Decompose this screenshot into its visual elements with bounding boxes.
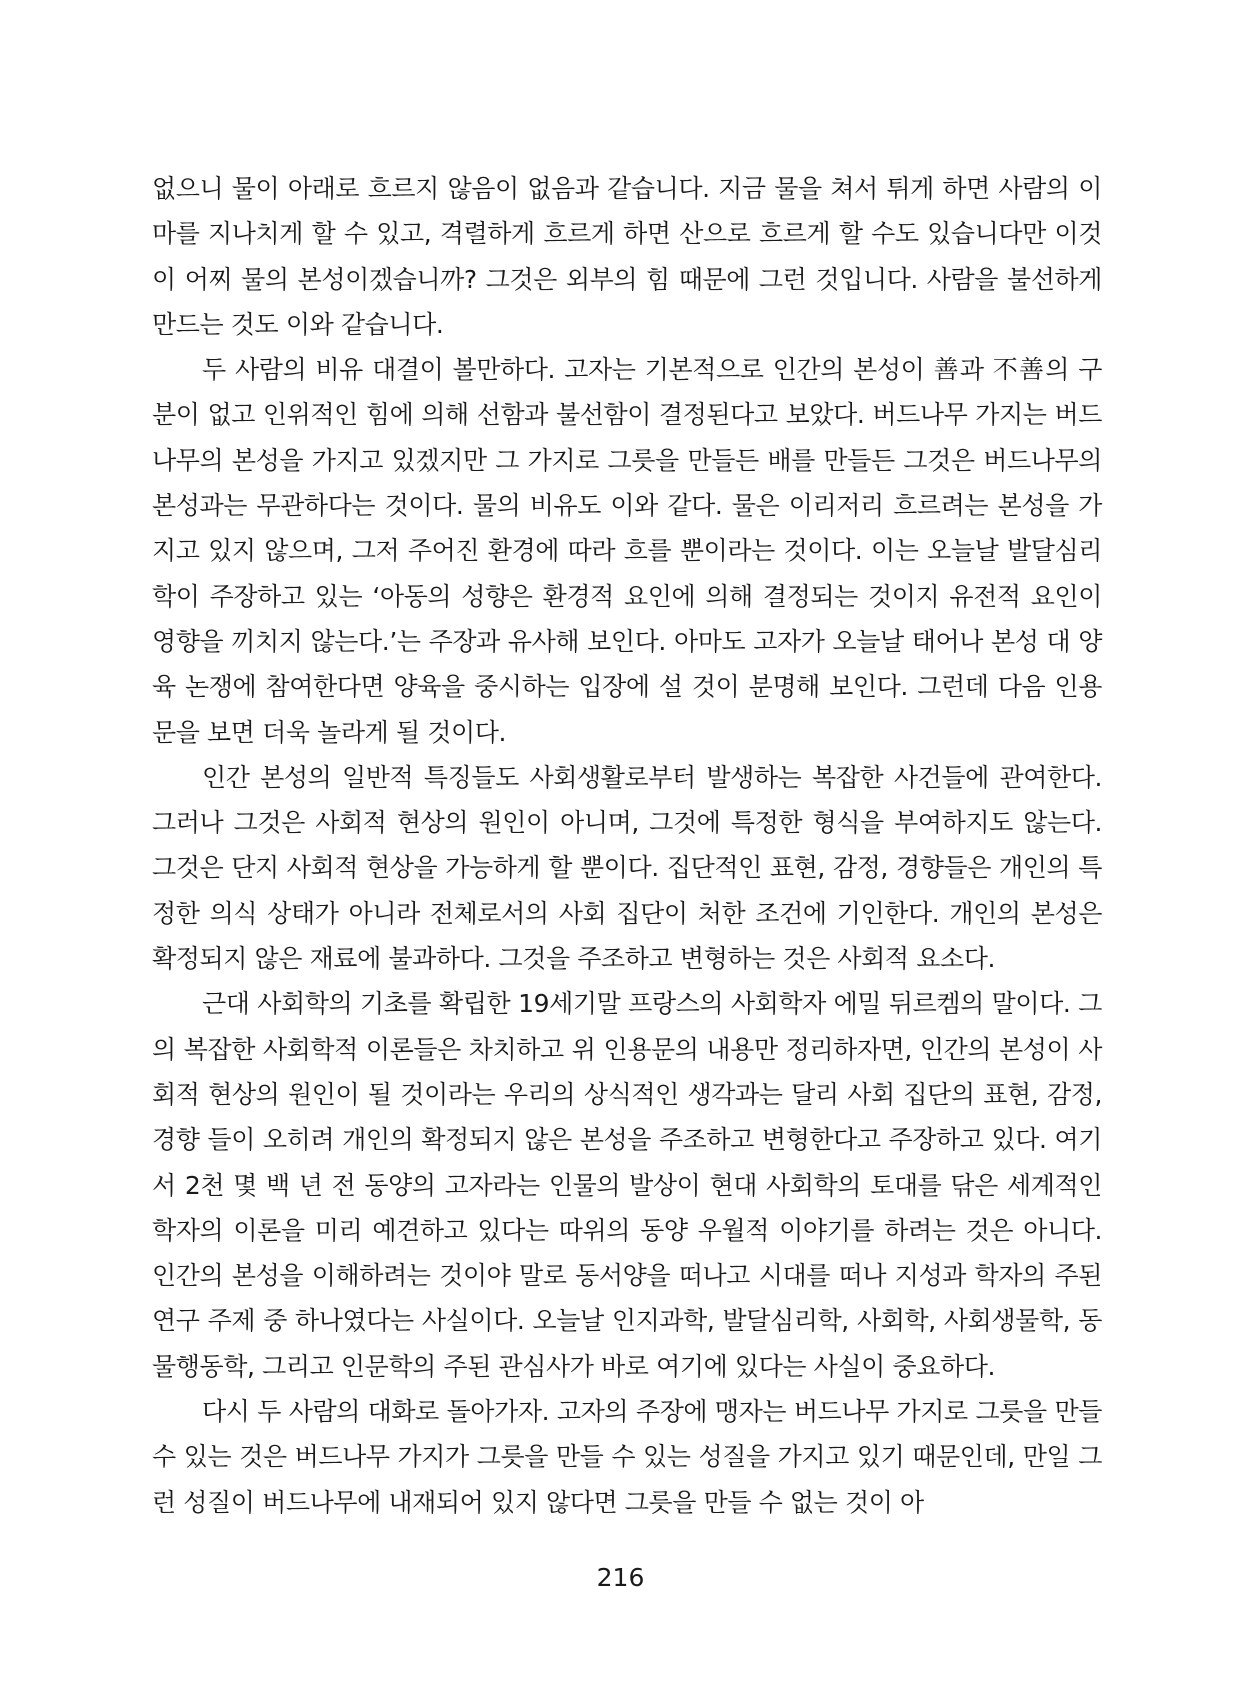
- paragraph-2: 두 사람의 비유 대결이 볼만하다. 고자는 기본적으로 인간의 본성이 善과 不善의 구분이 없고 인위적인 힘에 의해 선함과 불선함이 결정된다고 보았다. 버드나무 가지는 버드나무의 본성을 가지고 있겠지만 그 가지로 그릇을 만들든 배를 만들든 그것은 버드나무의 본성과는 무관하다는 것이다. 물의 비유도 이와 같다. 물은 이리저리 흐르려는 본성을 가지고 있지 않으며, 그저 주어진 환경에 따라 흐를 뿐이라는 것이다. 이는 오늘날 발달심리학이 주장하고 있는 ‘아동의 성향은 환경적 요인에 의해 결정되는 것이지 유전적 요인이 영향을 끼치지 않는다.’는 주장과 유사해 보인다. 아마도 고자가 오늘날 태어나 본성 대 양육 논쟁에 참여한다면 양육을 중시하는 입장에 설 것이 분명해 보인다. 그런데 다음 인용문을 보면 더욱 놀라게 될 것이다.: [152, 355, 1102, 747]
- paragraph-5: 다시 두 사람의 대화로 돌아가자. 고자의 주장에 맹자는 버드나무 가지로 그릇을 만들 수 있는 것은 버드나무 가지가 그릇을 만들 수 있는 성질을 가지고 있기 때문인데, 만일 그런 성질이 버드나무에 내재되어 있지 않다면 그릇을 만들 수 없는 것이 아: [152, 1397, 1102, 1517]
- paragraph-4: 근대 사회학의 기초를 확립한 19세기말 프랑스의 사회학자 에밀 뒤르켐의 말이다. 그의 복잡한 사회학적 이론들은 차치하고 위 인용문의 내용만 정리하자면, 인간의 본성이 사회적 현상의 원인이 될 것이라는 우리의 상식적인 생각과는 달리 사회 집단의 표현, 감정, 경향 들이 오히려 개인의 확정되지 않은 본성을 주조하고 변형한다고 주장하고 있다. 여기서 2천 몇 백 년 전 동양의 고자라는 인물의 발상이 현대 사회학의 토대를 닦은 세계적인 학자의 이론을 미리 예견하고 있다는 따위의 동양 우월적 이야기를 하려는 것은 아니다. 인간의 본성을 이해하려는 것이야 말로 동서양을 떠나고 시대를 떠나 지성과 학자의 주된 연구 주제 중 하나였다는 사실이다. 오늘날 인지과학, 발달심리학, 사회학, 사회생물학, 동물행동학, 그리고 인문학의 주된 관심사가 바로 여기에 있다는 사실이 중요하다.: [152, 989, 1102, 1381]
- paragraph-3-quotation: 인간 본성의 일반적 특징들도 사회생활로부터 발생하는 복잡한 사건들에 관여한다. 그러나 그것은 사회적 현상의 원인이 아니며, 그것에 특정한 형식을 부여하지도 않는다. 그것은 단지 사회적 현상을 가능하게 할 뿐이다. 집단적인 표현, 감정, 경향들은 개인의 특정한 의식 상태가 아니라 전체로서의 사회 집단이 처한 조건에 기인한다. 개인의 본성은 확정되지 않은 재료에 불과하다. 그것을 주조하고 변형하는 것은 사회적 요소다.: [152, 762, 1102, 974]
- page-body: [152, 166, 1102, 1525]
- page-number: 216: [596, 1563, 645, 1592]
- paragraph-1: 없으니 물이 아래로 흐르지 않음이 없음과 같습니다. 지금 물을 쳐서 튀게 하면 사람의 이마를 지나치게 할 수 있고, 격렬하게 흐르게 하면 산으로 흐르게 할 수도 있습니다만 이것이 어찌 물의 본성이겠습니까? 그것은 외부의 힘 때문에 그런 것입니다. 사람을 불선하게 만드는 것도 이와 같습니다.: [152, 174, 1102, 339]
